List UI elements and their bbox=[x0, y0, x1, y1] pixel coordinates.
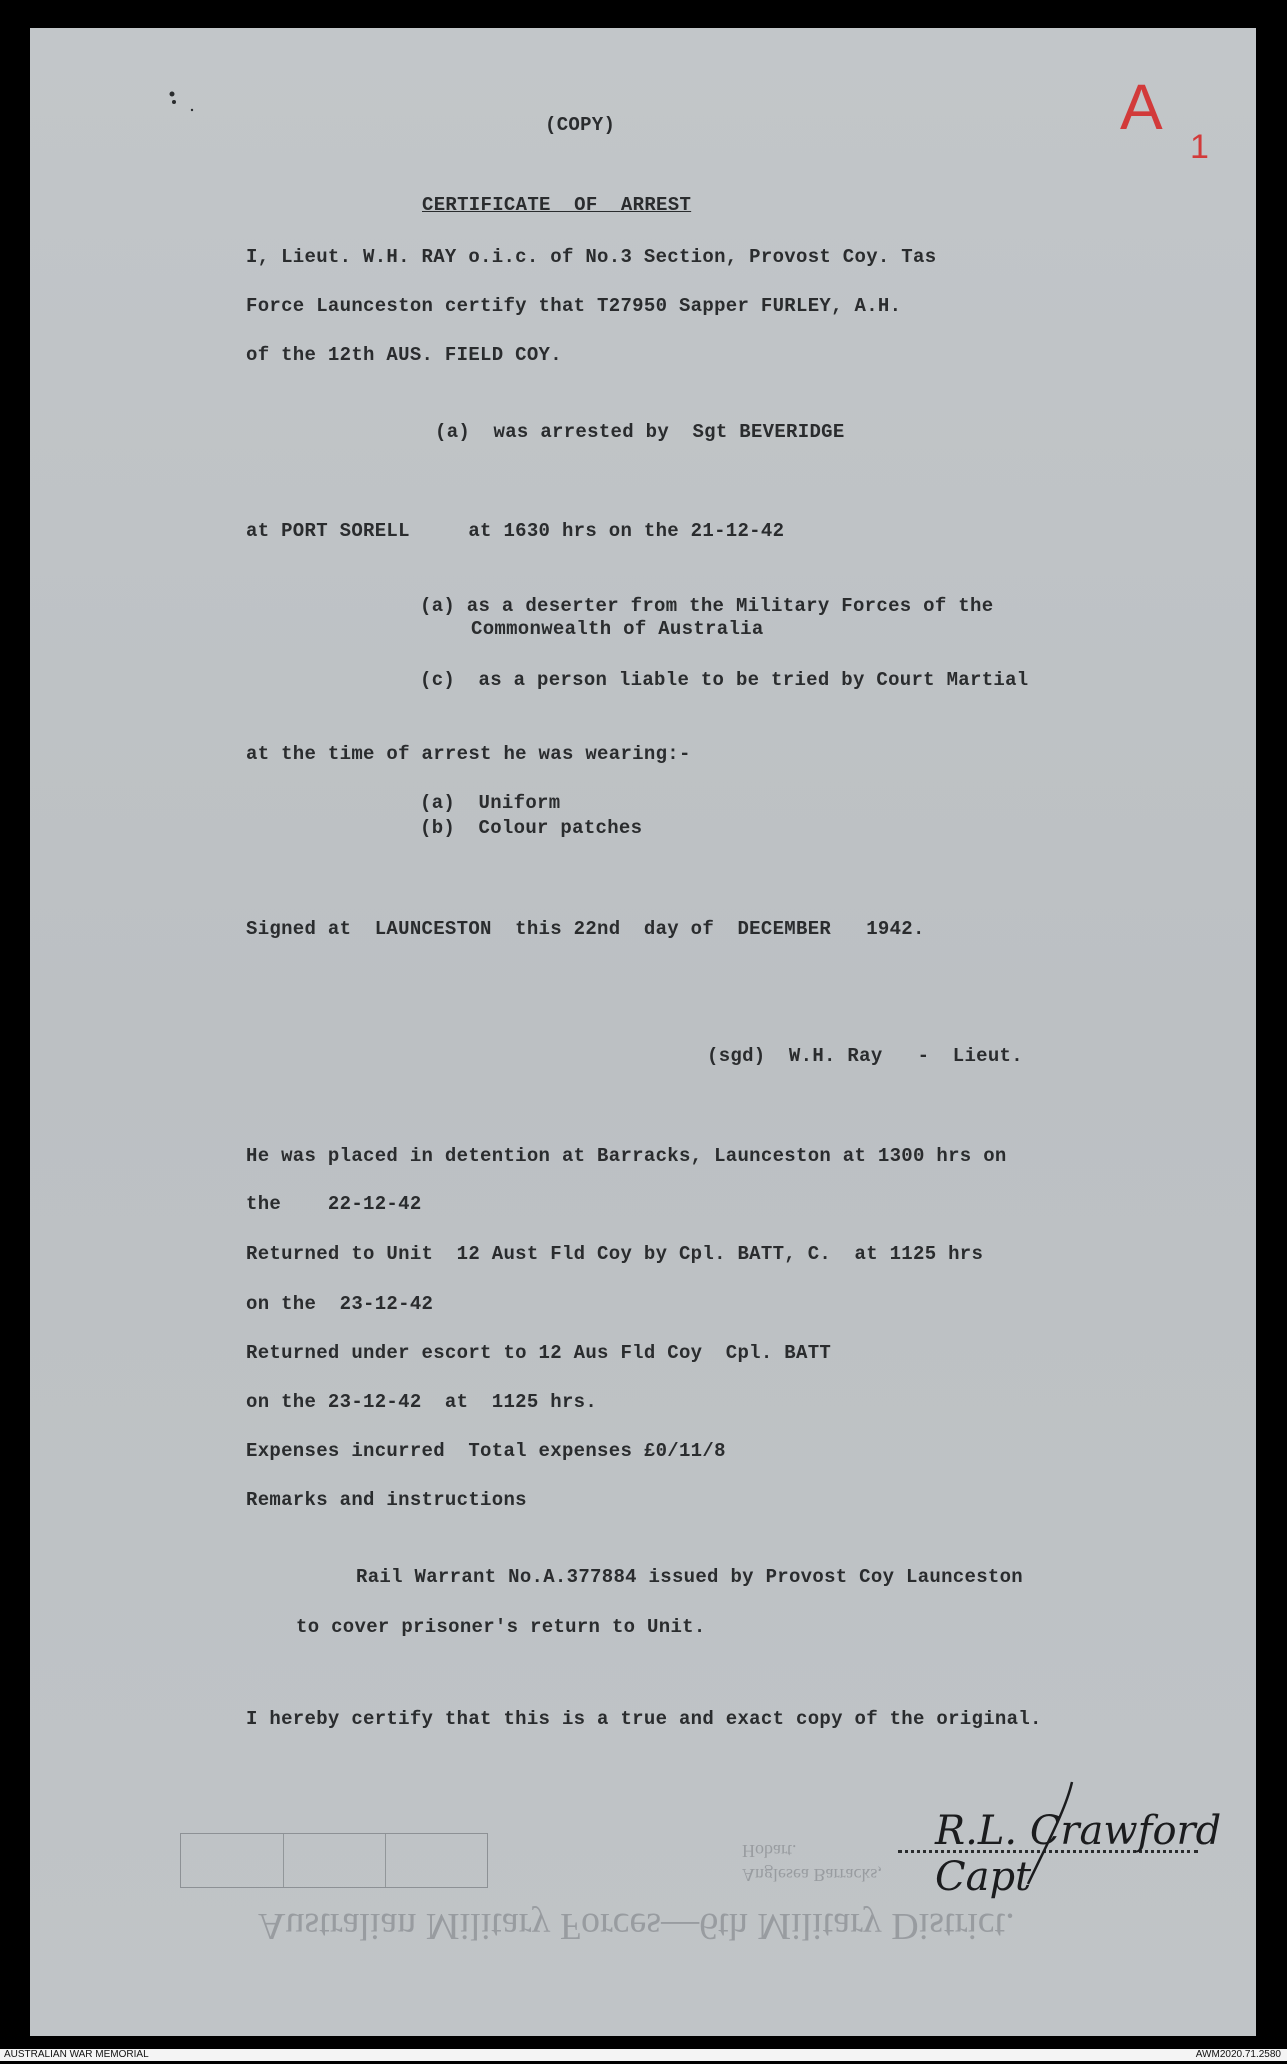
detention-line-2: the 22-12-42 bbox=[246, 1193, 422, 1215]
footer-reference: AWM2020.71.2580 bbox=[1195, 2049, 1281, 2060]
certify-statement: I hereby certify that this is a true and exact copy of the original. bbox=[246, 1708, 1042, 1730]
escort-line-2: on the 23-12-42 at 1125 hrs. bbox=[246, 1391, 598, 1413]
intro-line-2: Force Launceston certify that T27950 Sapper FURLEY, A.H. bbox=[246, 295, 902, 317]
show-through-barracks: Anglesea Barracks, bbox=[742, 1865, 882, 1885]
signature-stroke-icon bbox=[1020, 1778, 1080, 1888]
footer-institution: AUSTRALIAN WAR MEMORIAL bbox=[4, 2049, 149, 2060]
remarks-heading: Remarks and instructions bbox=[246, 1489, 527, 1511]
wearing-b: (b) Colour patches bbox=[420, 817, 643, 839]
document-page bbox=[30, 28, 1256, 2036]
returned-line-2: on the 23-12-42 bbox=[246, 1293, 434, 1315]
wearing-intro: at the time of arrest he was wearing:- bbox=[246, 743, 691, 765]
arrested-by: (a) was arrested by Sgt BEVERIDGE bbox=[435, 421, 845, 443]
warrant-line-1: Rail Warrant No.A.377884 issued by Provost Coy Launceston bbox=[356, 1566, 1024, 1588]
document-title: CERTIFICATE OF ARREST bbox=[422, 194, 692, 216]
reason-a-line-1: (a) as a deserter from the Military Forces of the bbox=[420, 595, 994, 617]
ink-speck-icon bbox=[166, 88, 196, 128]
show-through-city: Hobart. bbox=[742, 1841, 797, 1861]
show-through-letterhead: Australian Military Forces—6th Military District. bbox=[258, 1905, 1015, 1947]
arrest-place: at PORT SORELL at 1630 hrs on the 21-12-42 bbox=[246, 520, 785, 542]
red-pencil-mark: A bbox=[1120, 71, 1163, 143]
copy-label: (COPY) bbox=[545, 114, 616, 136]
reason-a-line-2: Commonwealth of Australia bbox=[471, 618, 764, 640]
wearing-a: (a) Uniform bbox=[420, 792, 561, 814]
signature: R.L. Crawford Capt bbox=[935, 1808, 1222, 1900]
detention-line-1: He was placed in detention at Barracks, Launceston at 1300 hrs on bbox=[246, 1145, 1007, 1167]
intro-line-3: of the 12th AUS. FIELD COY. bbox=[246, 344, 562, 366]
intro-line-1: I, Lieut. W.H. RAY o.i.c. of No.3 Section, Provost Coy. Tas bbox=[246, 246, 937, 268]
show-through-stamp-box bbox=[180, 1833, 488, 1888]
returned-line-1: Returned to Unit 12 Aust Fld Coy by Cpl. BATT, C. at 1125 hrs bbox=[246, 1243, 984, 1265]
escort-line-1: Returned under escort to 12 Aus Fld Coy Cpl. BATT bbox=[246, 1342, 832, 1364]
archive-footer bbox=[0, 2049, 1287, 2061]
expenses: Expenses incurred Total expenses £0/11/8 bbox=[246, 1440, 726, 1462]
red-pencil-mark-sub: 1 bbox=[1190, 128, 1209, 166]
signed-at: Signed at LAUNCESTON this 22nd day of DECEMBER 1942. bbox=[246, 918, 925, 940]
signed-by: (sgd) W.H. Ray - Lieut. bbox=[707, 1045, 1023, 1067]
reason-c: (c) as a person liable to be tried by Court Martial bbox=[420, 669, 1029, 691]
warrant-line-2: to cover prisoner's return to Unit. bbox=[296, 1616, 706, 1638]
